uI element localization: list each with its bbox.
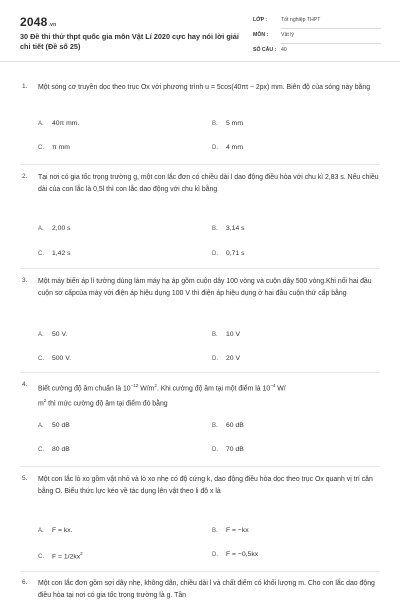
- option-d[interactable]: D. 20 V: [212, 355, 240, 362]
- divider: [20, 164, 380, 165]
- question-text: Tại nơi có gia tốc trọng trường g, một con lắc đơn có chiều dài l dao động điều hòa với chu kì 2,83 s. Nếu chiều dài của con lắc là 0,5l thì con lắc dao động với chu kì bằng: [38, 174, 379, 193]
- meta-label: MÔN :: [253, 32, 269, 38]
- option-a[interactable]: A. 40π mm.: [38, 120, 80, 127]
- option-a[interactable]: A. 50 dB: [38, 422, 70, 429]
- option-d[interactable]: D. 70 dB: [212, 446, 244, 453]
- meta-value: 40: [281, 47, 287, 53]
- question-text: Một con lắc lò xo gồm vật nhỏ và lò xo nhẹ có độ cứng k, dao động điều hòa dọc theo trục Ox quanh vị trí cân bằng O. Biểu thức lực kéo về tác dụng lên vật theo li độ x là: [38, 476, 373, 495]
- question-4: [22, 380, 380, 462]
- document-title: 30 Đề thi thử thpt quốc gia môn Vật Lí 2020 cực hay nói lời giải chi tiết (Đề số 25): [20, 32, 239, 51]
- option-c[interactable]: C. 80 dB: [38, 446, 70, 453]
- meta-class: [253, 14, 381, 29]
- question-number: 2.: [22, 173, 28, 180]
- option-a[interactable]: A. 2,00 s: [38, 225, 71, 232]
- option-b[interactable]: B. F = −kx: [212, 527, 249, 534]
- meta-question-count: [253, 44, 381, 59]
- option-a[interactable]: A. 50 V.: [38, 331, 68, 338]
- site-logo[interactable]: 2048.vn: [20, 15, 57, 29]
- question-number: 1.: [22, 83, 28, 90]
- option-d[interactable]: D. 0,71 s: [212, 250, 245, 257]
- divider: [20, 372, 380, 373]
- question-6: [22, 578, 380, 600]
- option-c[interactable]: C. 1,42 s: [38, 250, 71, 257]
- question-2: [22, 172, 380, 264]
- option-b[interactable]: B. 3,14 s: [212, 225, 245, 232]
- question-number: 5.: [22, 475, 28, 482]
- question-text: Một máy biến áp lí tưởng dùng làm máy hạ áp gồm cuộn dây 100 vòng và cuộn dây 500 vòng.Khi nối hai đầu cuộn sơ cấpcủa máy với điện áp hiệu dụng 100 V thì điện áp hiệu dụng ở hai đầu cuộn thứ cấp bằng: [38, 278, 372, 297]
- option-c[interactable]: C. 500 V.: [38, 355, 72, 362]
- option-c[interactable]: C. π mm: [38, 144, 70, 151]
- divider: [20, 466, 380, 467]
- divider: [20, 268, 380, 269]
- option-d[interactable]: D. F = −0,5kx: [212, 551, 259, 558]
- question-5: [22, 474, 380, 566]
- meta-value: Vật lý: [281, 29, 381, 44]
- question-number: 3.: [22, 277, 28, 284]
- option-a[interactable]: A. F = kx.: [38, 527, 73, 534]
- option-c[interactable]: C. $F = 1/2kx^2$: [38, 551, 83, 561]
- question-text: Một con lắc đơn gồm sợi dây nhẹ, không dãn, chiều dài l và chất điểm có khối lượng m. Cho con lắc dao động điều hòa tại nơi có gia tốc trọng trường là g. Tần: [38, 580, 375, 599]
- meta-value: Tốt nghiệp THPT: [281, 14, 381, 29]
- option-b[interactable]: B. 5 mm: [212, 120, 243, 127]
- document-meta: [253, 14, 381, 59]
- divider: [20, 571, 380, 572]
- meta-label: SỐ CÂU :: [253, 47, 277, 53]
- option-d[interactable]: D. 4 mm: [212, 144, 243, 151]
- question-text: Biết cường độ âm chuẩn là $10^{-12}$ $W/m^2$. Khi cường độ âm tại một điểm là $10^{-4}$ W/ $m^2$ thì mức cường độ âm tại điểm đó bằng: [38, 383, 286, 408]
- question-3: [22, 276, 380, 368]
- question-number: 4.: [22, 381, 28, 388]
- meta-subject: [253, 29, 381, 44]
- document-header: [0, 0, 400, 62]
- option-b[interactable]: B. 10 V: [212, 331, 240, 338]
- question-1: [22, 82, 380, 162]
- question-number: 6.: [22, 579, 28, 586]
- option-b[interactable]: B. 60 dB: [212, 422, 244, 429]
- meta-label: LỚP :: [253, 17, 268, 23]
- question-text: Một sóng cơ truyền dọc theo trục Ox với phương trình u = 5cos(40πt − 2px) mm. Biên độ của sóng này bằng: [38, 84, 371, 91]
